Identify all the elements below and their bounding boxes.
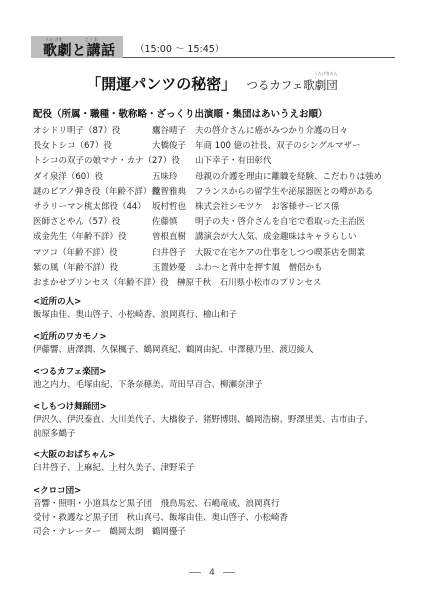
actor-name: 鷹谷晴子 bbox=[152, 126, 187, 136]
role-name: マツコ（年齢不詳）役 bbox=[33, 247, 118, 258]
group-members: 前原多鶴子 bbox=[33, 429, 76, 439]
section-header bbox=[31, 36, 395, 58]
title-ruby-2: こう わ bbox=[85, 37, 99, 42]
actor-name: 坂村哲也 bbox=[152, 201, 187, 212]
actor-name: 佐藤慎 bbox=[152, 217, 178, 228]
troupe-ruby: うたげきだん bbox=[313, 71, 338, 76]
play-title: 「開運パンツの秘密」 bbox=[86, 75, 237, 93]
group-title: <近所の人> bbox=[33, 297, 82, 307]
section-header-box bbox=[31, 36, 123, 58]
role-description: 年商 100 億の社長、双子のシングルマザー bbox=[195, 141, 361, 152]
group-title: <大阪のおばちゃん> bbox=[33, 450, 116, 460]
group-neighbors bbox=[33, 295, 398, 322]
role-description: 大阪で在宅ケアの仕事をしつつ喫茶店を開業 bbox=[195, 247, 366, 258]
actor-name: 臼井啓子 bbox=[152, 247, 187, 258]
role-name: 謎のピアノ弾き役（年齢不詳）役 bbox=[33, 186, 160, 197]
role-description: フランスからの留学生や泌尿器医との噂がある bbox=[195, 186, 374, 197]
role-description: 山下幸子・有田彰代 bbox=[195, 156, 272, 167]
cast-row-princess bbox=[33, 276, 403, 291]
page-number: 4 bbox=[209, 568, 215, 578]
cast-row bbox=[33, 230, 403, 245]
group-members: 伊沢久、伊沢泰直、大川美代子、大橋俊子、猪野博則、鶴岡浩樹、野澤里美、古市由子、 bbox=[33, 415, 374, 425]
role-name: 長女トシコ（67）役 bbox=[33, 141, 112, 152]
group-members: 飯塚由佳、奥山啓子、小松崎香、浪岡真行、檜山和子 bbox=[33, 310, 238, 320]
role-description: ふわ〜と背中を押す風 僧侶かも bbox=[195, 262, 323, 273]
group-title: <つるカフェ楽団> bbox=[33, 367, 107, 377]
troupe-label: つるカフェ歌劇団 bbox=[246, 78, 338, 92]
role-name: 成金先生（年齢不詳）役 bbox=[33, 232, 127, 243]
group-members: 伊藤響、唐澤潤、久保楓子、鶴岡真紀、鶴岡由紀、中澤穂乃里、渡辺綾人 bbox=[33, 345, 314, 355]
group-title: <近所のワカモノ> bbox=[33, 332, 107, 342]
cast-heading: 配役（所属・職種・敬称略・ざっくり出演順・集団はあいうえお順） bbox=[33, 109, 328, 120]
actor-name: 大橋俊子 bbox=[152, 141, 187, 152]
group-title: <クロコ団> bbox=[33, 486, 82, 496]
title-ruby-1: うた げき bbox=[45, 37, 63, 42]
footer-dash-right bbox=[223, 572, 235, 573]
cast-row bbox=[33, 246, 403, 261]
cast-row bbox=[33, 185, 403, 200]
role-description: 母親の介護を理由に離職を経験、こだわりは強め bbox=[195, 171, 383, 182]
role-name: 医師さとやん（57）役 bbox=[33, 217, 121, 228]
cast-row bbox=[33, 170, 403, 185]
role-name: 紫の風（年齢不詳）役 bbox=[33, 262, 119, 273]
group-members: 臼井啓子、上麻紀、上村久美子、津野采子 bbox=[33, 463, 195, 473]
cast-row bbox=[33, 124, 403, 139]
group-dance-troupe bbox=[33, 400, 398, 441]
header-divider bbox=[123, 57, 395, 58]
group-members: 受付・救護など黒子団 秋山真弓、飯塚由佳、奥山啓子、小松崎香 bbox=[33, 513, 289, 523]
actor-name: 五味玲 bbox=[152, 171, 178, 182]
cast-row bbox=[33, 154, 403, 169]
role-description: 明子の夫・啓介さんを自宅で看取った主治医 bbox=[195, 217, 366, 228]
role-name: サラリーマン桃太郎役（44） bbox=[33, 201, 146, 212]
actor-name: 曽根直樹 bbox=[152, 232, 187, 243]
cast-row bbox=[33, 139, 403, 154]
section-time: （15:00 〜 15:45） bbox=[135, 44, 225, 55]
group-members: 池之内力、毛塚由紀、下条奈穂美、苛田早百合、柳瀬奈津子 bbox=[33, 380, 263, 390]
group-kuroko bbox=[33, 484, 398, 539]
play-title-line bbox=[0, 73, 424, 94]
princess-line: おまかせプリンセス（年齢不詳）役 榊原千秋 石川県小松市のプリンセス bbox=[33, 277, 322, 288]
role-name: トシコの双子の娘マナ・カナ（27）役 bbox=[33, 156, 180, 167]
group-title: <しもつけ舞踊団> bbox=[33, 402, 107, 412]
role-name: ダイ泉洋（60）役 bbox=[33, 171, 104, 182]
role-name: オシドリ明子（87）役 bbox=[33, 126, 121, 136]
cast-row bbox=[33, 200, 403, 215]
section-title: 歌劇と講話 bbox=[43, 43, 116, 59]
group-cafe-band bbox=[33, 365, 398, 392]
cast-row bbox=[33, 215, 403, 230]
cast-list bbox=[33, 124, 403, 291]
group-members: 音響・照明・小道具など黒子団 飛鳥馬宏、石嶋竜成、浪岡真行 bbox=[33, 499, 280, 509]
role-description: 講演会が大人気、成金趣味はキャラらしい bbox=[195, 232, 357, 243]
actor-name: 玉置妙憂 bbox=[152, 262, 187, 273]
role-description: 夫の啓介さんに癌がみつかり介護の日々 bbox=[195, 126, 348, 136]
footer-dash-left bbox=[189, 572, 201, 573]
cast-row bbox=[33, 261, 403, 276]
role-description: 株式会社シモツケ お客様サービス係 bbox=[195, 201, 340, 212]
group-members: 司会・ナレーター 鶴岡太朗 鶴岡優子 bbox=[33, 527, 186, 537]
group-osaka-ladies bbox=[33, 448, 398, 475]
group-young-neighbors bbox=[33, 330, 398, 357]
troupe-name bbox=[246, 71, 338, 92]
page-number-footer bbox=[0, 568, 424, 578]
actor-name: 越智雅典 bbox=[152, 186, 187, 197]
